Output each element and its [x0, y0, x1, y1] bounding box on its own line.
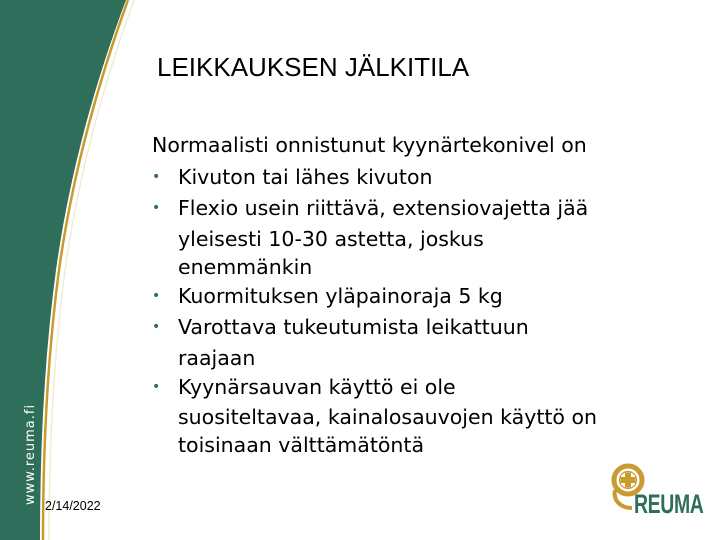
bullet-line: enemmänkin: [178, 254, 313, 279]
bullet-line: yleisesti 10-30 astetta, joskus: [178, 226, 484, 251]
slide-title: LEIKKAUKSEN JÄLKITILA: [157, 52, 470, 82]
bullet-item: [152, 312, 700, 372]
bullet-line: Kyynärsauvan käyttö ei ole: [178, 374, 456, 399]
bullet-dot-icon: •: [152, 378, 161, 395]
bullet-line: Varottava tukeutumista leikattuun: [178, 315, 529, 339]
bullet-line: Kivuton tai lähes kivuton: [178, 164, 433, 189]
bullet-list: [152, 162, 700, 460]
bullet-dot-icon: •: [152, 200, 161, 216]
bullet-dot-icon: •: [152, 287, 161, 304]
bullet-item: [152, 372, 700, 460]
slide-date: 2/14/2022: [45, 499, 101, 513]
lead-text: Normaalisti onnistunut kyynärtekonivel on: [152, 133, 587, 157]
bullet-item: [152, 193, 700, 281]
logo-wordmark: REUMA: [634, 489, 704, 519]
website-url: www.reuma.fi: [23, 403, 38, 505]
slide-body: [152, 130, 700, 459]
bullet-line: Kuormituksen yläpainoraja 5 kg: [178, 283, 503, 308]
bullet-line: Flexio usein riittävä, extensiovajetta jää: [178, 196, 589, 220]
bullet-line: suositeltavaa, kainalosauvojen käyttö on: [178, 405, 597, 429]
bullet-item: [152, 281, 700, 313]
bullet-dot-icon: •: [152, 168, 161, 185]
bullet-dot-icon: •: [152, 319, 161, 335]
bullet-line: raajaan: [178, 345, 256, 370]
bullet-line: toisinaan välttämätöntä: [178, 433, 425, 457]
bullet-item: [152, 162, 700, 194]
